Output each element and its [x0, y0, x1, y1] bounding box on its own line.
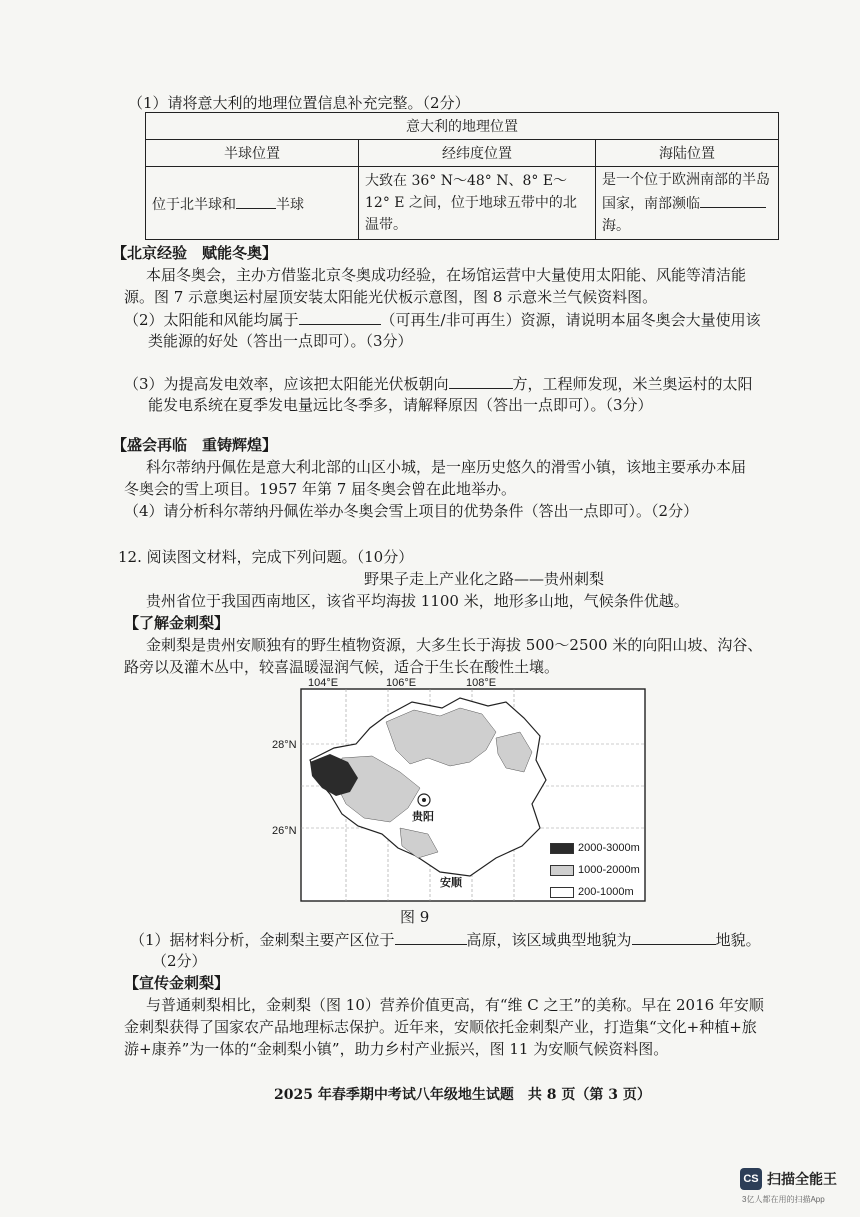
section-heading-learn: 【了解金刺梨】 — [124, 614, 230, 632]
paragraph-line: 科尔蒂纳丹佩佐是意大利北部的山区小城，是一座历史悠久的滑雪小镇，该地主要承办本届 — [146, 458, 747, 476]
cs-logo-icon: CS — [740, 1168, 762, 1190]
watermark-brand: 扫描全能王 — [767, 1171, 837, 1187]
question-3-line2: 能发电系统在夏季发电量远比冬季多，请解释原因（答出一点即可）。（3分） — [148, 396, 653, 414]
sub-question-1-text-end: 地貌。 — [715, 931, 761, 949]
page-footer: 2025 年春季期中考试八年级地生试题 共 8 页（第 3 页） — [274, 1087, 651, 1103]
sub-question-1-score: （2分） — [152, 952, 207, 970]
question-2-text-cont: （可再生/非可再生）资源，请说明本届冬奥会大量使用该 — [380, 311, 761, 329]
figure-9-label: 图 9 — [400, 908, 430, 926]
question-1-prompt: （1）请将意大利的地理位置信息补充完整。（2分） — [128, 94, 470, 112]
paragraph-line: 与普通刺梨相比，金刺梨（图 10）营养价值更高，有“维 C 之王”的美称。早在 2016 年安顺 — [146, 996, 764, 1014]
question-12-intro: 12. 阅读图文材料，完成下列问题。（10分） — [118, 548, 414, 566]
section-heading-beijing: 【北京经验 赋能冬奥】 — [112, 244, 278, 262]
legend-low — [550, 886, 634, 898]
paragraph-line: 金刺梨是贵州安顺独有的野生植物资源，大多生长于海拔 500～2500 米的向阳山坡、沟谷、 — [146, 636, 763, 654]
city-label-anshun: 安顺 — [440, 876, 462, 889]
section-heading-revival: 【盛会再临 重铸辉煌】 — [112, 436, 278, 454]
hemisphere-suffix: 半球 — [276, 197, 304, 213]
lat-label: 28°N — [272, 739, 297, 751]
lon-label: 106°E — [386, 677, 417, 689]
sub-question-1-line1 — [130, 928, 761, 951]
paragraph-line: 本届冬奥会，主办方借鉴北京冬奥成功经验，在场馆运营中大量使用太阳能、风能等清洁能 — [146, 266, 747, 284]
land-sea-suffix: 海。 — [602, 218, 630, 234]
section-heading-promote: 【宣传金刺梨】 — [124, 974, 230, 992]
lat-label: 26°N — [272, 825, 297, 837]
lon-label: 104°E — [308, 677, 339, 689]
land-sea-text: 是一个位于欧洲南部的半岛国家，南部濒临 — [602, 172, 770, 212]
paragraph-line: 游+康养”为一体的“金刺梨小镇”，助力乡村产业振兴，图 11 为安顺气候资料图。 — [124, 1040, 669, 1058]
guiyang-dot — [422, 798, 426, 802]
paragraph-line: 冬奥会的雪上项目。1957 年第 7 届冬奥会曾在此地举办。 — [124, 480, 517, 498]
cell-latlon: 大致在 36° N～48° N、8° E～12° E 之间，位于地球五带中的北温带。 — [359, 167, 596, 240]
sub-question-1-text: （1）据材料分析，金刺梨主要产区位于 — [130, 931, 395, 949]
header-hemisphere: 半球位置 — [146, 140, 359, 167]
sub-question-1-text-cont: 高原，该区域典型地貌为 — [466, 931, 632, 949]
legend-swatch — [550, 887, 574, 898]
legend-swatch — [550, 843, 574, 854]
answer-blank-landform[interactable] — [632, 928, 716, 945]
question-3-text: （3）为提高发电效率，应该把太阳能光伏板朝向 — [124, 375, 449, 393]
paragraph-line: 路旁以及灌木丛中，较喜温暖湿润气候，适合于生长在酸性土壤。 — [124, 658, 560, 676]
legend-high — [550, 842, 640, 854]
answer-blank-hemisphere[interactable] — [236, 192, 276, 209]
legend-label: 2000-3000m — [578, 842, 640, 854]
question-2-line1 — [124, 308, 761, 331]
question-3-line1 — [124, 372, 753, 395]
city-label-guiyang: 贵阳 — [412, 810, 434, 823]
paragraph-line: 源。图 7 示意奥运村屋顶安装太阳能光伏板示意图，图 8 示意米兰气候资料图。 — [124, 288, 658, 306]
answer-blank-resource[interactable] — [299, 308, 381, 325]
paragraph-line: 金刺梨获得了国家农产品地理标志保护。近年来，安顺依托金刺梨产业，打造集“文化+种植+旅 — [124, 1018, 757, 1036]
scanner-watermark — [740, 1168, 850, 1208]
header-latlon: 经纬度位置 — [359, 140, 596, 167]
question-3-text-cont: 方，工程师发现，米兰奥运村的太阳 — [512, 375, 753, 393]
table-title: 意大利的地理位置 — [146, 113, 779, 140]
answer-blank-direction[interactable] — [449, 372, 513, 389]
question-2-line2: 类能源的好处（答出一点即可）。（3分） — [148, 332, 413, 350]
question-4: （4）请分析科尔蒂纳丹佩佐举办冬奥会雪上项目的优势条件（答出一点即可）。（2分） — [124, 502, 699, 520]
italy-location-table — [145, 112, 779, 240]
watermark-slogan: 3亿人都在用的扫描App — [742, 1195, 825, 1204]
legend-label: 1000-2000m — [578, 864, 640, 876]
legend-mid — [550, 864, 640, 876]
cell-land-sea — [596, 167, 779, 240]
answer-blank-plateau[interactable] — [395, 928, 467, 945]
question-2-text: （2）太阳能和风能均属于 — [124, 311, 299, 329]
lon-label: 108°E — [466, 677, 497, 689]
answer-blank-sea[interactable] — [700, 191, 766, 208]
legend-label: 200-1000m — [578, 886, 634, 898]
question-12-title: 野果子走上产业化之路——贵州刺梨 — [364, 570, 605, 588]
guizhou-elevation-map — [272, 677, 646, 902]
hemisphere-text: 位于北半球和 — [152, 197, 236, 213]
cell-hemisphere — [146, 167, 359, 240]
legend-swatch — [550, 865, 574, 876]
header-land-sea: 海陆位置 — [596, 140, 779, 167]
paragraph-line: 贵州省位于我国西南地区，该省平均海拔 1100 米，地形多山地，气候条件优越。 — [146, 592, 689, 610]
